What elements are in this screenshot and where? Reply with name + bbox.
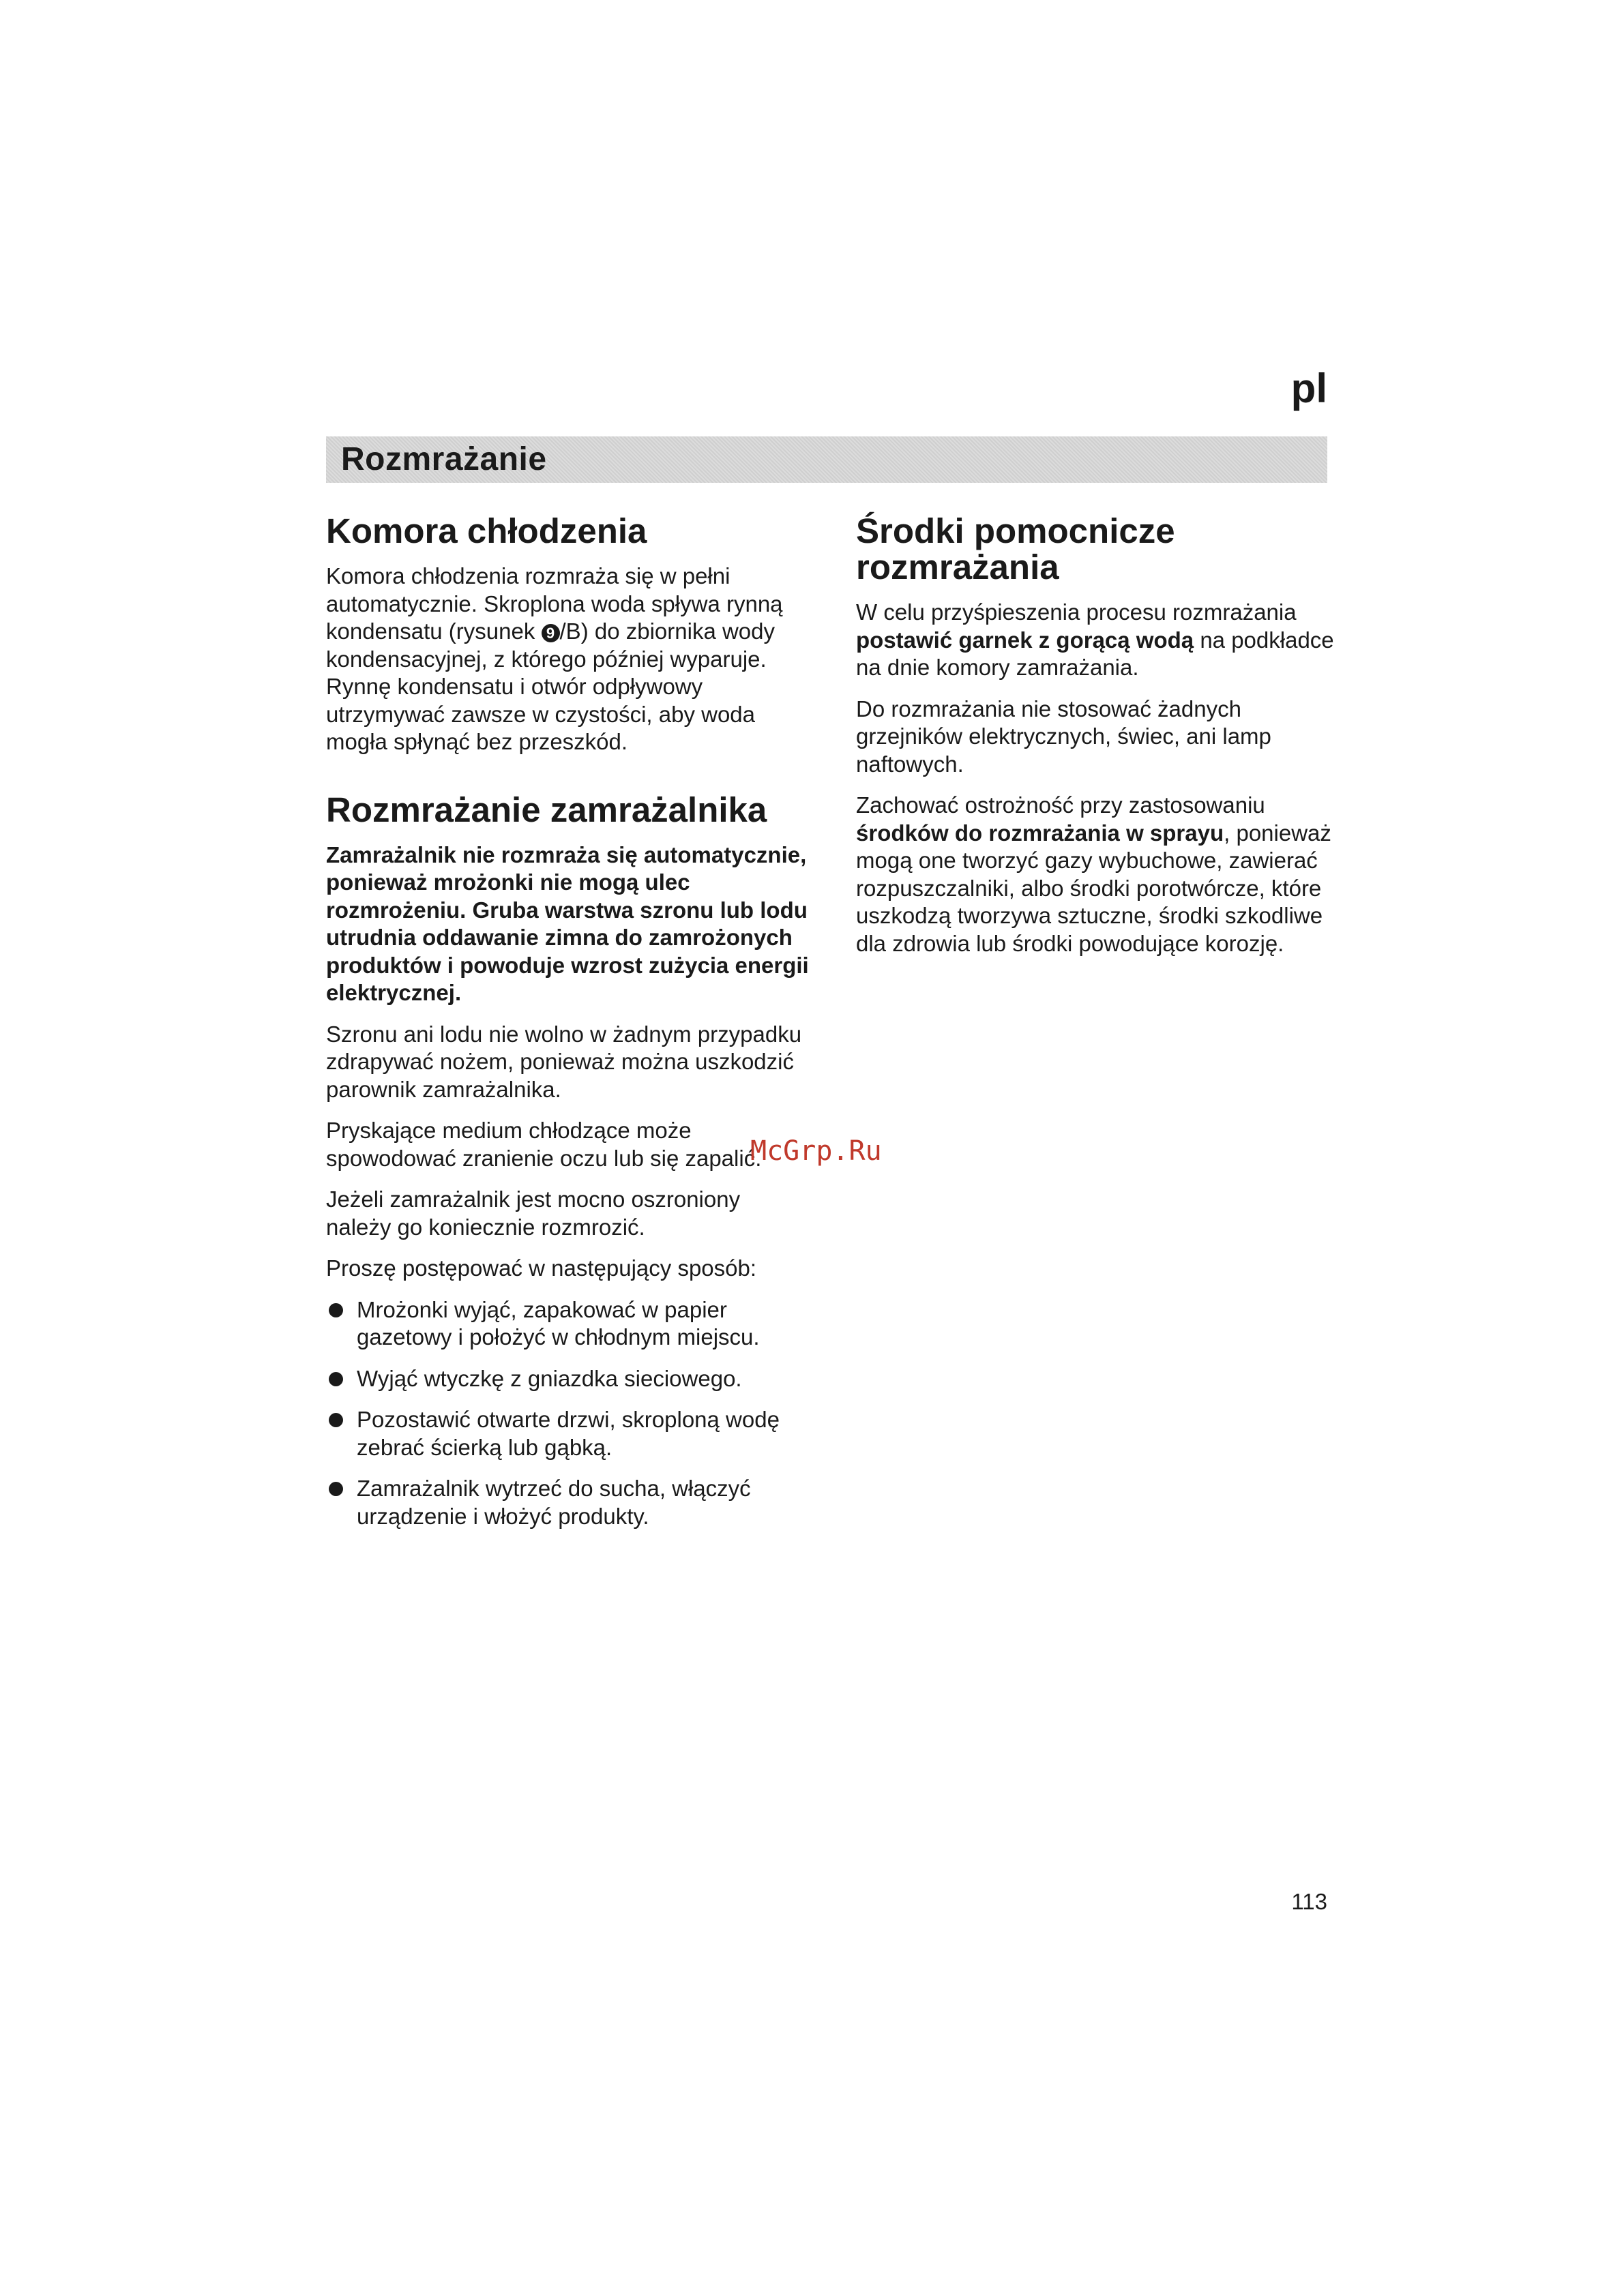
paragraph-hot-water-pot (856, 599, 1340, 682)
watermark: McGrp.Ru (750, 1135, 882, 1167)
right-column (856, 513, 1340, 971)
list-item (326, 1406, 810, 1461)
paragraph-heavy-frost: Jeżeli zamrażalnik jest mocno oszroniony należy go koniecznie rozmrozić. (326, 1187, 741, 1240)
section-title: Rozmrażanie (341, 441, 547, 477)
list-item-text: Pozostawić otwarte drzwi, skroploną wodę zebrać ścierką lub gąbką. (357, 1407, 780, 1460)
paragraph-no-scraping: Szronu ani lodu nie wolno w żadnym przypadku zdrapywać nożem, ponieważ można uszkodzić parownik zamrażalnika. (326, 1021, 802, 1102)
paragraph-spray-warning (856, 792, 1340, 957)
list-item-text: Mrożonki wyjąć, zapakować w papier gazetowy i położyć w chłodnym miejscu. (357, 1296, 760, 1350)
paragraph-no-heaters: Do rozmrażania nie stosować żadnych grzejników elektrycznych, świec, ani lamp naftowych. (856, 696, 1271, 777)
paragraph-bold-part: środków do rozmrażania w sprayu (856, 820, 1224, 846)
paragraph-text-part: Zachować ostrożność przy zastosowaniu (856, 792, 1265, 818)
paragraph-freezer-lead: Zamrażalnik nie rozmraża się automatycznie, ponieważ mrożonki nie mogą ulec rozmrożeniu. Gruba warstwa szronu lub lodu utrudnia oddawanie zimna do zamrożonych produktów i powoduje wzrost zużycia energii elektrycznej. (326, 841, 809, 1006)
heading-komora-chlodzenia: Komora chłodzenia (326, 511, 647, 550)
paragraph-refrigerant-warning: Pryskające medium chłodzące może spowodować zranienie oczu lub się zapalić. (326, 1118, 762, 1171)
figure-9-reference-icon: 9 (542, 624, 560, 642)
paragraph-text-part: na podkładce na dnie komory zamrażania. (856, 627, 1334, 681)
paragraph-bold-part: postawić garnek z gorącą wodą (856, 627, 1194, 653)
list-item-text: Zamrażalnik wytrzeć do sucha, włączyć urządzenie i włożyć produkty. (357, 1476, 751, 1529)
paragraph-text-part: /B) do zbiornika wody kondensacyjnej, z którego później wyparuje. Rynnę kondensatu i otwór odpływowy utrzymywać zawsze w czystości, aby woda mogła spłynąć bez przeszkód. (326, 618, 775, 755)
section-header-bar (326, 436, 1327, 483)
list-item-text: Wyjąć wtyczkę z gniazdka sieciowego. (357, 1365, 742, 1391)
heading-freezer-defrost: Rozmrażanie zamrażalnika (326, 790, 767, 829)
list-item (326, 1296, 810, 1352)
list-item (326, 1365, 810, 1393)
paragraph-text-part: Komora chłodzenia rozmraża się w pełni automatycznie. Skroplona woda spływa rynną kondensatu (rysunek (326, 563, 783, 644)
language-tag: pl (1290, 366, 1327, 411)
paragraph-cooling-defrost (326, 563, 810, 756)
list-item (326, 1475, 810, 1530)
heading-defrost-aids: Środki pomocnicze rozmrażania (856, 511, 1175, 587)
bullet-icon (329, 1372, 343, 1386)
page-number: 113 (1291, 1889, 1327, 1914)
procedure-list (326, 1296, 810, 1531)
paragraph-procedure-intro: Proszę postępować w następujący sposób: (326, 1255, 757, 1281)
left-column (326, 513, 810, 1544)
paragraph-text-part: , ponieważ mogą one tworzyć gazy wybuchowe, zawierać rozpuszczalniki, albo środki porotwórcze, które uszkodzą tworzywa sztuczne, środki szkodliwe dla zdrowia lub środki powodujące korozję. (856, 820, 1331, 956)
paragraph-text-part: W celu przyśpieszenia procesu rozmrażania (856, 599, 1297, 625)
bullet-icon (329, 1413, 343, 1427)
bullet-icon (329, 1482, 343, 1496)
bullet-icon (329, 1303, 343, 1317)
